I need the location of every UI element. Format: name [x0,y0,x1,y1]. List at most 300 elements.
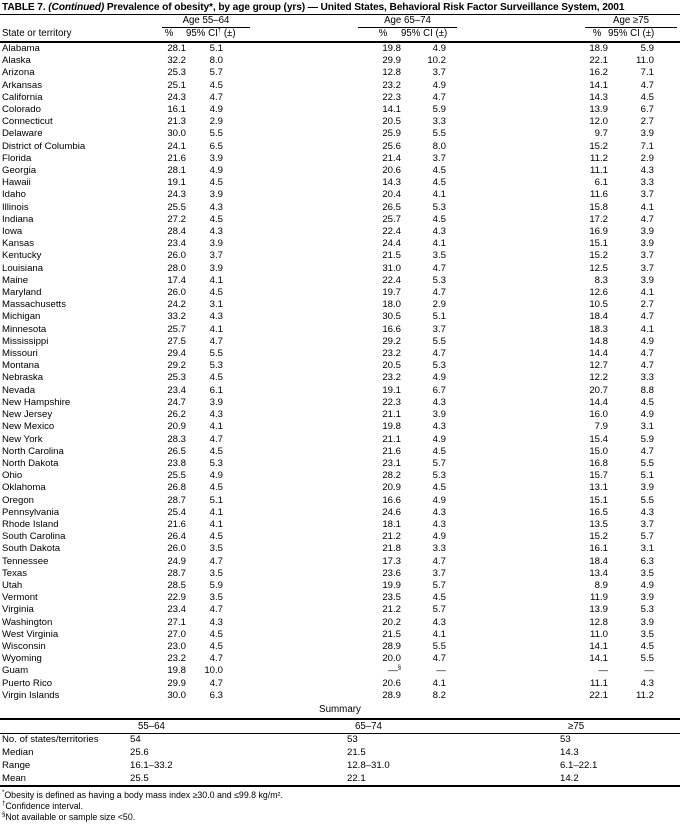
value-cell: 8.2 [432,689,446,701]
value-cell: 4.9 [432,43,446,54]
spacer-cell [223,495,365,507]
spacer-cell [223,678,365,690]
spacer-cell [223,42,365,55]
spacer-cell [446,470,586,482]
value-cell: 14.1 [589,653,608,665]
value-cell: 4.3 [209,311,223,323]
value-cell: 3.5 [209,592,223,604]
table-row [0,92,680,104]
table-row [0,189,680,201]
value-cell: 3.1 [209,299,223,311]
value-cell: 25.6 [382,140,401,152]
value-cell: 20.7 [589,384,608,396]
state-name: Wisconsin [2,640,46,652]
spacer-cell [223,592,365,604]
table-row [0,641,680,653]
value-cell: 4.3 [432,616,446,628]
value-cell: 16.8 [589,457,608,469]
spacer-cell [223,202,365,214]
spacer-cell [446,287,586,299]
spacer-cell [446,80,586,92]
spacer-cell [446,42,586,55]
table-row [0,214,680,226]
value-cell: 21.2 [382,604,401,616]
spacer-cell [446,543,586,555]
spacer-cell [654,446,680,458]
value-cell: 5.3 [209,360,223,372]
spacer-cell [223,287,365,299]
table-row [0,421,680,433]
value-cell: 4.9 [209,470,223,482]
value-cell: 13.4 [589,567,608,579]
summary-value: 53 [560,734,571,746]
table-row [0,324,680,336]
value-cell: 2.9 [209,116,223,128]
spacer-cell [223,275,365,287]
value-cell: 30.5 [382,311,401,323]
summary-row-label: No. of states/territories [2,734,99,746]
group-spacer [446,15,586,28]
table-row [0,531,680,543]
table-title-continued: (Continued) [48,2,105,13]
value-cell: 4.3 [209,616,223,628]
spacer-cell [223,482,365,494]
value-cell: 4.7 [432,555,446,567]
value-cell: 4.3 [209,409,223,421]
spacer-cell [223,299,365,311]
summary-header-55-64: 55–64 [130,719,347,734]
value-cell: 3.9 [209,238,223,250]
column-header-ci-2 [401,28,446,42]
spacer-cell [446,446,586,458]
table-row [0,495,680,507]
spacer-cell [223,238,365,250]
spacer-cell [446,165,586,177]
value-cell: 24.9 [167,555,186,567]
table-row [0,519,680,531]
value-cell: 4.7 [209,335,223,347]
column-header-spacer [446,28,586,42]
footnotes [0,787,680,822]
state-name: Mississippi [2,335,49,347]
value-cell: 15.7 [589,470,608,482]
value-cell: 29.2 [167,360,186,372]
state-name: Virgin Islands [2,689,60,701]
summary-row-mean [0,773,680,787]
value-cell: 4.7 [209,677,223,689]
table-row [0,690,680,702]
value-cell: 31.0 [382,262,401,274]
column-header-spacer [654,28,680,42]
value-cell: 23.5 [382,592,401,604]
state-name: Tennessee [2,555,49,567]
spacer-cell [654,275,680,287]
value-cell: 3.7 [640,189,654,201]
value-cell: 4.3 [432,396,446,408]
spacer-cell [223,104,365,116]
state-name: Hawaii [2,177,31,189]
value-cell: 26.4 [167,531,186,543]
spacer-cell [223,250,365,262]
spacer-cell [223,641,365,653]
spacer-cell [446,116,586,128]
spacer-cell [223,629,365,641]
value-cell: 5.9 [432,104,446,116]
value-cell: 24.4 [382,238,401,250]
value-cell: 3.7 [640,262,654,274]
value-cell: 26.0 [167,250,186,262]
spacer-cell [654,116,680,128]
state-name: Illinois [2,201,29,213]
value-cell: 5.3 [432,274,446,286]
value-cell: 12.8 [382,67,401,79]
column-header-ci-3 [608,28,654,42]
spacer-cell [654,495,680,507]
value-cell: 8.9 [594,579,608,591]
column-header-pct-2: % [365,28,401,42]
state-name: Louisiana [2,262,44,274]
value-cell: 20.0 [382,653,401,665]
value-cell: 5.7 [432,604,446,616]
spacer-cell [446,641,586,653]
column-header-pct-3: % [586,28,608,42]
value-cell: 4.1 [209,518,223,530]
value-cell: 23.2 [382,372,401,384]
spacer-cell [223,421,365,433]
state-name: California [2,91,43,103]
value-cell: 20.5 [382,116,401,128]
value-cell: 6.7 [640,104,654,116]
spacer-cell [654,568,680,580]
state-name: South Dakota [2,543,61,555]
value-cell: 15.1 [589,494,608,506]
value-cell: 3.5 [209,567,223,579]
summary-row-count [0,734,680,747]
value-cell: 25.7 [167,323,186,335]
state-name: North Dakota [2,457,59,469]
value-cell: 19.1 [167,177,186,189]
spacer-cell [446,592,586,604]
spacer-cell [223,690,365,702]
value-cell: 3.9 [209,152,223,164]
value-cell: 14.1 [382,104,401,116]
summary-value: 16.1–33.2 [130,759,173,771]
summary-row-label: Range [2,759,31,771]
value-cell: 22.3 [382,396,401,408]
state-name: Idaho [2,189,27,201]
value-cell: 23.0 [167,640,186,652]
table-row [0,238,680,250]
spacer-cell [223,80,365,92]
spacer-cell [223,604,365,616]
value-cell: 4.1 [209,323,223,335]
spacer-cell [223,116,365,128]
spacer-cell [223,360,365,372]
spacer-cell [223,397,365,409]
value-cell: 18.4 [589,555,608,567]
spacer-cell [654,42,680,55]
value-cell: 5.9 [209,579,223,591]
spacer-cell [654,372,680,384]
table-row [0,42,680,55]
footnote-confidence-interval [2,801,680,812]
value-cell: 20.6 [382,677,401,689]
value-cell: — [436,665,446,677]
table-row [0,507,680,519]
value-cell: 16.1 [167,104,186,116]
summary-value: 21.5 [347,747,366,759]
value-cell: 12.7 [589,360,608,372]
spacer-cell [654,690,680,702]
value-cell: 2.9 [432,299,446,311]
value-cell: 24.3 [167,91,186,103]
value-cell: 22.1 [589,55,608,67]
table-row [0,336,680,348]
value-cell: 14.4 [589,348,608,360]
value-cell: 19.9 [382,579,401,591]
spacer-cell [446,202,586,214]
table-row [0,470,680,482]
state-name: Nebraska [2,372,44,384]
value-cell: 2.9 [640,152,654,164]
value-cell: 3.7 [640,518,654,530]
value-cell: 5.7 [209,67,223,79]
spacer-cell [654,385,680,397]
value-cell: 4.7 [640,311,654,323]
spacer-cell [654,470,680,482]
value-cell: 14.1 [589,79,608,91]
spacer-cell [654,409,680,421]
value-cell: 2.7 [640,299,654,311]
value-cell: 6.3 [640,555,654,567]
spacer-cell [654,421,680,433]
value-cell: 22.4 [382,226,401,238]
value-cell: 16.6 [382,323,401,335]
spacer-cell [223,434,365,446]
value-cell: 25.9 [382,128,401,140]
table-row [0,202,680,214]
spacer-cell [654,397,680,409]
value-cell: 4.1 [432,628,446,640]
section-marker: § [2,811,6,818]
spacer-cell [446,397,586,409]
value-cell: 8.0 [432,140,446,152]
value-cell: 4.5 [209,445,223,457]
value-cell: 7.9 [594,421,608,433]
value-cell: 16.9 [589,226,608,238]
value-cell: 13.1 [589,482,608,494]
value-cell: 20.9 [382,482,401,494]
value-cell: 4.9 [432,79,446,91]
value-cell: 25.1 [167,79,186,91]
summary-value: 12.8–31.0 [347,759,390,771]
spacer-cell [446,421,586,433]
summary-row-range [0,760,680,773]
value-cell: 10.2 [427,55,446,67]
table-row [0,409,680,421]
value-cell: 11.1 [590,677,608,689]
summary-row-median [0,747,680,760]
dagger-marker: † [2,801,6,808]
value-cell: 21.6 [382,445,401,457]
value-cell: 4.3 [640,165,654,177]
value-cell: 4.9 [432,433,446,445]
value-cell: 28.3 [167,433,186,445]
value-cell: 10.5 [589,299,608,311]
value-cell: 15.1 [589,238,608,250]
value-cell: 4.9 [209,165,223,177]
spacer-cell [654,336,680,348]
value-cell: 3.3 [640,372,654,384]
value-cell: 4.7 [432,262,446,274]
spacer-cell [446,604,586,616]
value-cell: 5.1 [432,311,446,323]
prevalence-table [0,15,680,702]
state-name: West Virginia [2,628,59,640]
group-spacer [654,15,680,28]
summary-value: 25.6 [130,747,149,759]
value-cell: 5.5 [432,128,446,140]
value-cell: 5.9 [640,43,654,54]
value-cell: 25.3 [167,372,186,384]
spacer-cell [654,153,680,165]
spacer-cell [654,165,680,177]
value-cell: 24.1 [167,140,186,152]
value-cell: 3.9 [209,262,223,274]
spacer-cell [654,348,680,360]
summary-row-label: Mean [2,772,26,784]
value-cell: 4.7 [640,79,654,91]
value-cell: 27.0 [167,628,186,640]
value-cell: 4.5 [209,213,223,225]
value-cell: 4.9 [209,104,223,116]
column-header-row [0,28,680,42]
value-cell: 33.2 [167,311,186,323]
value-cell: 30.0 [167,128,186,140]
value-cell: 4.5 [432,177,446,189]
spacer-cell [446,226,586,238]
value-cell: 3.7 [209,250,223,262]
spacer-cell [223,531,365,543]
value-cell: 12.6 [589,287,608,299]
value-cell: 26.5 [167,445,186,457]
value-cell: 21.2 [382,531,401,543]
table-row [0,287,680,299]
ci-suffix: (±) [432,28,448,39]
value-cell: 19.8 [382,421,401,433]
value-cell: 3.9 [432,409,446,421]
section-marker: § [397,665,401,672]
table-row [0,604,680,616]
value-cell: 28.5 [167,579,186,591]
value-cell: 4.1 [640,287,654,299]
spacer-cell [446,580,586,592]
value-cell: 4.7 [209,653,223,665]
value-cell: 4.5 [209,482,223,494]
spacer-cell [446,92,586,104]
table-row [0,458,680,470]
spacer-cell [446,189,586,201]
value-cell: 30.0 [167,689,186,701]
value-cell: 6.1 [209,384,223,396]
spacer-cell [446,678,586,690]
value-cell: 21.5 [382,628,401,640]
value-cell: 12.5 [589,262,608,274]
value-cell: 23.6 [382,567,401,579]
state-name: Arkansas [2,79,42,91]
value-cell: 3.7 [432,67,446,79]
value-cell: 4.7 [640,360,654,372]
value-cell: 5.1 [209,494,223,506]
summary-table [0,718,680,787]
table-row [0,543,680,555]
table-row [0,385,680,397]
spacer-cell [446,128,586,140]
state-name: Virginia [2,604,34,616]
table-row [0,397,680,409]
spacer-cell [223,519,365,531]
spacer-cell [223,568,365,580]
spacer-cell [446,531,586,543]
spacer-cell [223,153,365,165]
spacer-cell [446,104,586,116]
value-cell: 5.3 [432,470,446,482]
summary-value: 25.5 [130,772,149,784]
spacer-cell [223,189,365,201]
value-cell: 4.5 [432,482,446,494]
spacer-cell [654,678,680,690]
value-cell: 15.2 [589,250,608,262]
value-cell: 23.2 [167,653,186,665]
spacer-cell [446,458,586,470]
table-title-number: TABLE 7. [2,2,49,13]
value-cell: 15.2 [589,140,608,152]
value-cell: 4.7 [432,348,446,360]
value-cell: 4.3 [432,226,446,238]
value-cell: 3.9 [640,238,654,250]
state-name: Arizona [2,67,35,79]
value-cell: 4.7 [209,91,223,103]
value-cell: 6.1 [594,177,608,189]
value-cell: 20.5 [382,360,401,372]
spacer-cell [654,360,680,372]
value-cell: 23.2 [382,348,401,360]
value-cell: 17.2 [589,213,608,225]
value-cell: 11.9 [590,592,608,604]
spacer-cell [654,434,680,446]
value-cell: 4.5 [209,287,223,299]
value-cell: 4.7 [640,348,654,360]
value-cell: 9.7 [594,128,608,140]
value-cell: 21.6 [167,518,186,530]
spacer-cell [446,690,586,702]
value-cell: 4.5 [209,640,223,652]
value-cell: 4.5 [209,79,223,91]
value-cell: 4.7 [432,91,446,103]
spacer-cell [223,385,365,397]
value-cell: 12.8 [589,616,608,628]
value-cell: 4.9 [640,409,654,421]
spacer-cell [654,189,680,201]
value-cell: 25.3 [167,67,186,79]
summary-header-row [0,719,680,734]
state-rows [0,42,680,702]
value-cell: 6.3 [209,689,223,701]
value-cell: 3.5 [640,628,654,640]
value-cell: 21.4 [382,152,401,164]
value-cell: 3.3 [640,177,654,189]
state-name: Michigan [2,311,41,323]
